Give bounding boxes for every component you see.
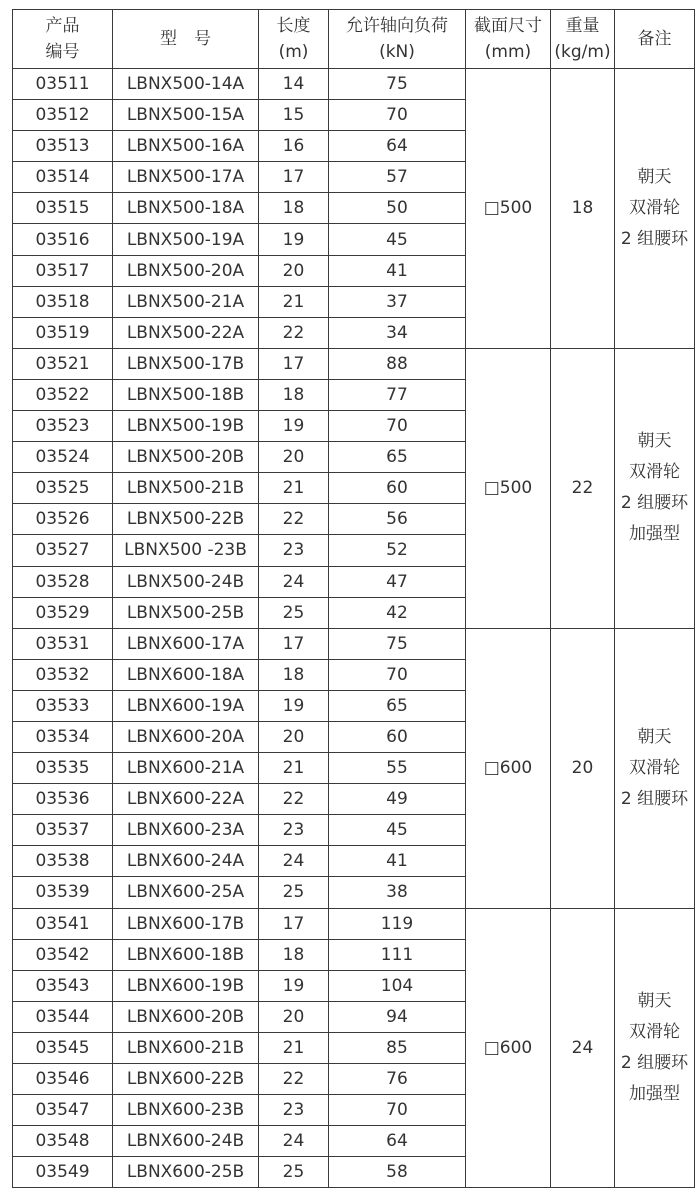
product-code-cell: 03527: [13, 535, 113, 566]
load-cell: 65: [329, 690, 466, 721]
remark-line: 2 组腰环: [620, 228, 689, 249]
product-code-cell: 03517: [13, 255, 113, 286]
load-cell: 65: [329, 442, 466, 473]
length-cell: 23: [259, 535, 329, 566]
model-cell: LBNX500-17B: [113, 348, 259, 379]
load-cell: 37: [329, 286, 466, 317]
length-cell: 25: [259, 877, 329, 908]
length-cell: 18: [259, 379, 329, 410]
model-cell: LBNX600-25A: [113, 877, 259, 908]
load-cell: 50: [329, 193, 466, 224]
length-cell: 17: [259, 908, 329, 939]
load-cell: 111: [329, 939, 466, 970]
product-code-cell: 03546: [13, 1064, 113, 1095]
load-cell: 47: [329, 566, 466, 597]
model-cell: LBNX600-17A: [113, 628, 259, 659]
length-cell: 25: [259, 1157, 329, 1188]
table-row: [13, 348, 695, 379]
model-cell: LBNX600-20A: [113, 721, 259, 752]
length-cell: 19: [259, 224, 329, 255]
weight-cell: 18: [551, 69, 615, 349]
load-cell: 49: [329, 784, 466, 815]
table-row: [13, 69, 695, 100]
length-cell: 20: [259, 255, 329, 286]
remark-cell: [615, 348, 695, 628]
product-code-cell: 03542: [13, 939, 113, 970]
length-cell: 21: [259, 753, 329, 784]
remark-cell: [615, 908, 695, 1188]
load-cell: 55: [329, 753, 466, 784]
product-code-cell: 03539: [13, 877, 113, 908]
length-cell: 19: [259, 411, 329, 442]
product-code-cell: 03549: [13, 1157, 113, 1188]
product-code-cell: 03534: [13, 721, 113, 752]
product-code-cell: 03536: [13, 784, 113, 815]
length-cell: 24: [259, 846, 329, 877]
header-remark-label: 备注: [637, 29, 672, 49]
header-load: [329, 10, 466, 69]
model-cell: LBNX600-18A: [113, 659, 259, 690]
load-cell: 85: [329, 1032, 466, 1063]
product-code-cell: 03516: [13, 224, 113, 255]
model-cell: LBNX500-15A: [113, 100, 259, 131]
remark-line: 2 组腰环: [620, 1052, 689, 1073]
product-code-cell: 03545: [13, 1032, 113, 1063]
header-section-unit: (mm): [484, 42, 532, 62]
remark-line: 双滑轮: [629, 197, 680, 218]
load-cell: 94: [329, 1001, 466, 1032]
section-size-cell: □600: [466, 908, 551, 1188]
model-cell: LBNX600-24A: [113, 846, 259, 877]
load-cell: 60: [329, 721, 466, 752]
product-code-cell: 03529: [13, 597, 113, 628]
product-code-cell: 03521: [13, 348, 113, 379]
table-body: [13, 69, 695, 1188]
load-cell: 38: [329, 877, 466, 908]
length-cell: 18: [259, 659, 329, 690]
product-code-cell: 03526: [13, 504, 113, 535]
remark-line: 2 组腰环: [620, 493, 689, 514]
product-code-cell: 03547: [13, 1095, 113, 1126]
model-cell: LBNX600-23B: [113, 1095, 259, 1126]
product-code-cell: 03513: [13, 131, 113, 162]
remark-line: 朝天: [637, 990, 672, 1011]
product-code-cell: 03532: [13, 659, 113, 690]
header-weight: [551, 10, 615, 69]
product-code-cell: 03514: [13, 162, 113, 193]
spec-table: [12, 9, 695, 1188]
load-cell: 76: [329, 1064, 466, 1095]
section-size-cell: □500: [466, 69, 551, 349]
header-model: [113, 10, 259, 69]
table-row: [13, 908, 695, 939]
load-cell: 77: [329, 379, 466, 410]
length-cell: 18: [259, 939, 329, 970]
header-weight-unit: (kg/m): [554, 42, 611, 62]
remark-cell: [615, 628, 695, 908]
model-cell: LBNX500-21B: [113, 473, 259, 504]
length-cell: 17: [259, 162, 329, 193]
remark-line: 朝天: [637, 431, 672, 452]
length-cell: 22: [259, 317, 329, 348]
product-code-cell: 03531: [13, 628, 113, 659]
load-cell: 41: [329, 846, 466, 877]
load-cell: 75: [329, 69, 466, 100]
model-cell: LBNX600-23A: [113, 815, 259, 846]
model-cell: LBNX500-21A: [113, 286, 259, 317]
header-length: [259, 10, 329, 69]
load-cell: 45: [329, 224, 466, 255]
product-code-cell: 03522: [13, 379, 113, 410]
length-cell: 25: [259, 597, 329, 628]
product-code-cell: 03512: [13, 100, 113, 131]
remark-line: 双滑轮: [629, 757, 680, 778]
remark-line: 加强型: [629, 1083, 680, 1104]
load-cell: 64: [329, 1126, 466, 1157]
load-cell: 88: [329, 348, 466, 379]
length-cell: 17: [259, 628, 329, 659]
header-code: [13, 10, 113, 69]
load-cell: 104: [329, 970, 466, 1001]
length-cell: 21: [259, 286, 329, 317]
length-cell: 20: [259, 442, 329, 473]
header-load-line1: 允许轴向负荷: [346, 16, 448, 36]
load-cell: 58: [329, 1157, 466, 1188]
length-cell: 20: [259, 1001, 329, 1032]
remark-line: 2 组腰环: [620, 788, 689, 809]
load-cell: 56: [329, 504, 466, 535]
length-cell: 16: [259, 131, 329, 162]
remark-cell: [615, 69, 695, 349]
product-code-cell: 03519: [13, 317, 113, 348]
model-cell: LBNX500-16A: [113, 131, 259, 162]
model-cell: LBNX500-24B: [113, 566, 259, 597]
product-code-cell: 03541: [13, 908, 113, 939]
product-code-cell: 03523: [13, 411, 113, 442]
length-cell: 22: [259, 504, 329, 535]
length-cell: 19: [259, 690, 329, 721]
load-cell: 119: [329, 908, 466, 939]
model-cell: LBNX500-19A: [113, 224, 259, 255]
product-code-cell: 03544: [13, 1001, 113, 1032]
model-cell: LBNX500-18A: [113, 193, 259, 224]
product-code-cell: 03518: [13, 286, 113, 317]
product-code-cell: 03533: [13, 690, 113, 721]
remark-line: 朝天: [637, 166, 672, 187]
load-cell: 64: [329, 131, 466, 162]
product-code-cell: 03535: [13, 753, 113, 784]
header-row: [13, 10, 695, 69]
header-length-line1: 长度: [276, 16, 311, 36]
header-code-line1: 产品: [45, 16, 80, 36]
load-cell: 42: [329, 597, 466, 628]
table-row: [13, 628, 695, 659]
length-cell: 17: [259, 348, 329, 379]
length-cell: 24: [259, 566, 329, 597]
model-cell: LBNX500-17A: [113, 162, 259, 193]
length-cell: 22: [259, 784, 329, 815]
weight-cell: 20: [551, 628, 615, 908]
load-cell: 75: [329, 628, 466, 659]
product-code-cell: 03528: [13, 566, 113, 597]
header-load-unit: (kN): [379, 42, 415, 62]
weight-cell: 24: [551, 908, 615, 1188]
model-cell: LBNX500 -23B: [113, 535, 259, 566]
model-cell: LBNX500-22B: [113, 504, 259, 535]
model-cell: LBNX600-21A: [113, 753, 259, 784]
model-cell: LBNX500-14A: [113, 69, 259, 100]
model-cell: LBNX500-20B: [113, 442, 259, 473]
length-cell: 21: [259, 473, 329, 504]
model-cell: LBNX500-20A: [113, 255, 259, 286]
header-section: [466, 10, 551, 69]
model-cell: LBNX600-25B: [113, 1157, 259, 1188]
model-cell: LBNX600-20B: [113, 1001, 259, 1032]
remark-line: 加强型: [629, 524, 680, 545]
load-cell: 52: [329, 535, 466, 566]
product-code-cell: 03525: [13, 473, 113, 504]
length-cell: 22: [259, 1064, 329, 1095]
load-cell: 70: [329, 659, 466, 690]
header-length-unit: (m): [278, 42, 309, 62]
length-cell: 19: [259, 970, 329, 1001]
length-cell: 23: [259, 815, 329, 846]
model-cell: LBNX600-22A: [113, 784, 259, 815]
model-cell: LBNX600-21B: [113, 1032, 259, 1063]
header-model-label: 型 号: [160, 29, 211, 49]
length-cell: 24: [259, 1126, 329, 1157]
header-section-line1: 截面尺寸: [474, 16, 542, 36]
load-cell: 34: [329, 317, 466, 348]
header-weight-line1: 重量: [565, 16, 600, 36]
model-cell: LBNX500-18B: [113, 379, 259, 410]
product-code-cell: 03515: [13, 193, 113, 224]
model-cell: LBNX600-19A: [113, 690, 259, 721]
length-cell: 18: [259, 193, 329, 224]
model-cell: LBNX600-24B: [113, 1126, 259, 1157]
product-code-cell: 03524: [13, 442, 113, 473]
model-cell: LBNX600-17B: [113, 908, 259, 939]
model-cell: LBNX500-25B: [113, 597, 259, 628]
section-size-cell: □600: [466, 628, 551, 908]
length-cell: 20: [259, 721, 329, 752]
product-code-cell: 03543: [13, 970, 113, 1001]
product-code-cell: 03537: [13, 815, 113, 846]
load-cell: 60: [329, 473, 466, 504]
length-cell: 15: [259, 100, 329, 131]
product-code-cell: 03538: [13, 846, 113, 877]
model-cell: LBNX600-22B: [113, 1064, 259, 1095]
load-cell: 70: [329, 100, 466, 131]
length-cell: 21: [259, 1032, 329, 1063]
model-cell: LBNX600-18B: [113, 939, 259, 970]
load-cell: 41: [329, 255, 466, 286]
header-code-line2: 编号: [45, 42, 80, 62]
product-code-cell: 03511: [13, 69, 113, 100]
header-remark: [615, 10, 695, 69]
remark-line: 双滑轮: [629, 1021, 680, 1042]
length-cell: 23: [259, 1095, 329, 1126]
load-cell: 45: [329, 815, 466, 846]
product-code-cell: 03548: [13, 1126, 113, 1157]
model-cell: LBNX600-19B: [113, 970, 259, 1001]
model-cell: LBNX500-22A: [113, 317, 259, 348]
load-cell: 70: [329, 411, 466, 442]
load-cell: 70: [329, 1095, 466, 1126]
load-cell: 57: [329, 162, 466, 193]
model-cell: LBNX500-19B: [113, 411, 259, 442]
length-cell: 14: [259, 69, 329, 100]
table-header: [13, 10, 695, 69]
remark-line: 朝天: [637, 726, 672, 747]
section-size-cell: □500: [466, 348, 551, 628]
remark-line: 双滑轮: [629, 462, 680, 483]
weight-cell: 22: [551, 348, 615, 628]
